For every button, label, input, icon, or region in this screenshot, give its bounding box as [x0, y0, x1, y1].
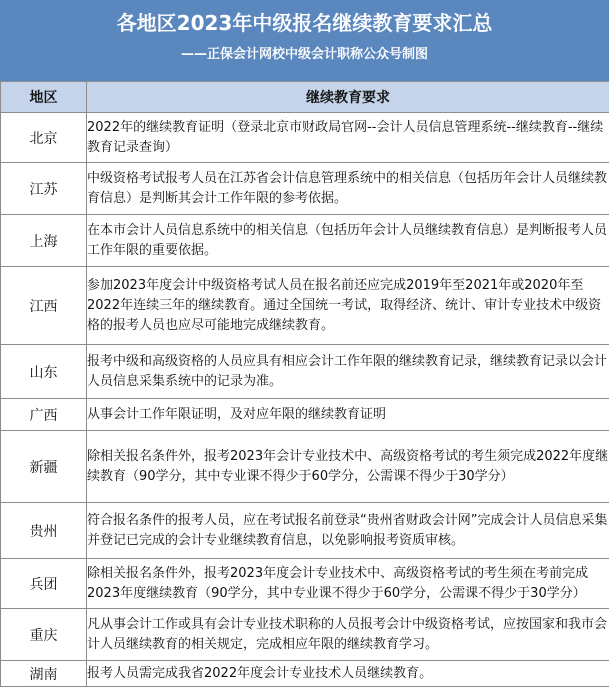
header-banner	[0, 0, 609, 81]
table-row	[1, 215, 609, 267]
region-cell: 山东	[1, 345, 87, 399]
column-header-region: 地区	[1, 82, 87, 113]
table-row	[1, 399, 609, 431]
requirement-cell: 2022年的继续教育证明（登录北京市财政局官网--会计人员信息管理系统--继续教育--继续教育记录查询）	[87, 113, 609, 163]
requirement-cell: 除相关报名条件外，报考2023年度会计专业技术中、高级资格考试的考生须在考前完成2023年度继续教育（90学分，其中专业课不得少于60学分，公需课不得少于30学分）	[87, 559, 609, 609]
region-cell: 兵团	[1, 559, 87, 609]
requirement-cell: 符合报名条件的报考人员，应在考试报名前登录“贵州省财政会计网”完成会计人员信息采集并登记已完成的会计专业继续教育信息，以免影响报考资质审核。	[87, 503, 609, 559]
region-cell: 上海	[1, 215, 87, 267]
requirement-cell: 报考中级和高级资格的人员应具有相应会计工作年限的继续教育记录，继续教育记录以会计人员信息采集系统中的记录为准。	[87, 345, 609, 399]
table-row	[1, 609, 609, 661]
region-cell: 江西	[1, 267, 87, 345]
column-header-requirement: 继续教育要求	[87, 82, 609, 113]
region-cell: 江苏	[1, 163, 87, 215]
table-row	[1, 559, 609, 609]
table-row	[1, 345, 609, 399]
requirement-cell: 中级资格考试报考人员在江苏省会计信息管理系统中的相关信息（包括历年会计人员继续教育信息）是判断其会计工作年限的参考依据。	[87, 163, 609, 215]
table-header-row	[1, 82, 609, 113]
requirement-cell: 从事会计工作年限证明，及对应年限的继续教育证明	[87, 399, 609, 431]
requirement-cell: 凡从事会计工作或具有会计专业技术职称的人员报考会计中级资格考试，应按国家和我市会计人员继续教育的相关规定，完成相应年限的继续教育学习。	[87, 609, 609, 661]
table-row	[1, 431, 609, 503]
region-cell: 广西	[1, 399, 87, 431]
table-row	[1, 267, 609, 345]
requirement-cell: 在本市会计人员信息系统中的相关信息（包括历年会计人员继续教育信息）是判断报考人员工作年限的重要依据。	[87, 215, 609, 267]
requirement-cell: 报考人员需完成我省2022年度会计专业技术人员继续教育。	[87, 661, 609, 687]
requirements-table	[0, 81, 609, 687]
requirement-cell: 参加2023年度会计中级资格考试人员在报名前还应完成2019年至2021年或2020年至2022年连续三年的继续教育。通过全国统一考试，取得经济、统计、审计专业技术中级资格的报考人员也应尽可能地完成继续教育。	[87, 267, 609, 345]
region-cell: 湖南	[1, 661, 87, 687]
table-row	[1, 661, 609, 687]
region-cell: 北京	[1, 113, 87, 163]
page-title: 各地区2023年中级报名继续教育要求汇总	[116, 11, 493, 35]
table-row	[1, 503, 609, 559]
page-subtitle: ——正保会计网校中级会计职称公众号制图	[180, 47, 428, 62]
table-row	[1, 113, 609, 163]
region-cell: 重庆	[1, 609, 87, 661]
table-row	[1, 163, 609, 215]
region-cell: 贵州	[1, 503, 87, 559]
region-cell: 新疆	[1, 431, 87, 503]
requirement-cell: 除相关报名条件外，报考2023年会计专业技术中、高级资格考试的考生须完成2022年度继续教育（90学分，其中专业课不得少于60学分，公需课不得少于30学分）	[87, 431, 609, 503]
